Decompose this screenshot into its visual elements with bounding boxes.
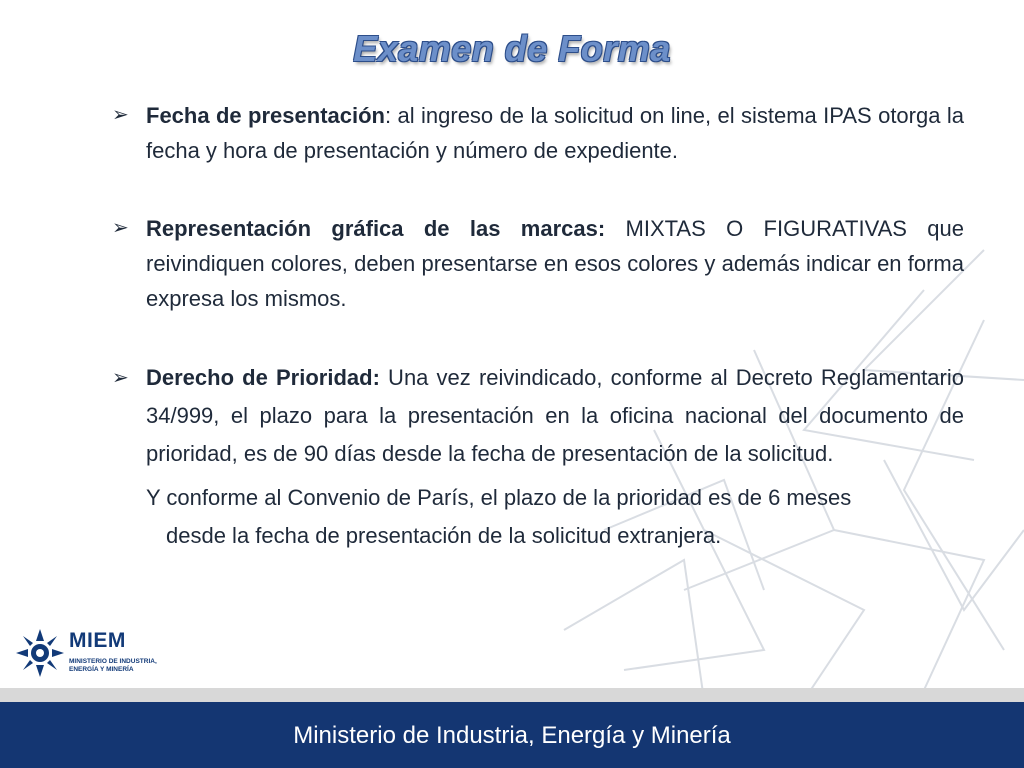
logo-name: MIEM <box>69 629 126 652</box>
miem-logo <box>14 625 174 685</box>
footer-bar <box>0 702 1024 768</box>
arrow-bullet-icon: ➢ <box>112 104 129 126</box>
slide-title: Examen de Forma <box>353 28 671 69</box>
footer-text: Ministerio de Industria, Energía y Minería <box>293 722 731 749</box>
bullet-item <box>112 211 964 316</box>
slide-content <box>112 98 964 555</box>
footer-divider <box>0 688 1024 702</box>
arrow-bullet-icon: ➢ <box>112 217 129 239</box>
bullet-text: Una vez reivindicado, conforme al Decreto Reglamentario 34/999, el plazo para la presentación en la oficina nacional del documento de prioridad, es de 90 días desde la fecha de presentación de la solicitud. <box>146 365 964 466</box>
bullet-heading: Fecha de presentación <box>146 103 385 128</box>
extra-paragraph-line: desde la fecha de presentación de la solicitud extranjera. <box>166 523 722 548</box>
extra-paragraph-line: Y conforme al Convenio de París, el plazo de la prioridad es de 6 meses <box>146 485 852 510</box>
bullet-text: : al ingreso de la solicitud on line, el sistema IPAS otorga la fecha y hora de presentación y número de expediente. <box>146 103 964 163</box>
bullet-heading: Derecho de Prioridad: <box>146 365 380 390</box>
bullet-item <box>112 359 964 473</box>
logo-subtitle: MINISTERIO DE INDUSTRIA, ENERGÍA Y MINERÍA <box>69 658 157 673</box>
bullet-heading: Representación gráfica de las marcas: <box>146 216 606 241</box>
arrow-bullet-icon: ➢ <box>112 367 129 389</box>
bullet-item <box>112 98 964 168</box>
bullet-text: MIXTAS O FIGURATIVAS que reivindiquen colores, deben presentarse en esos colores y además indicar en forma expresa los mismos. <box>146 216 964 311</box>
sun-logo-icon <box>14 627 66 679</box>
